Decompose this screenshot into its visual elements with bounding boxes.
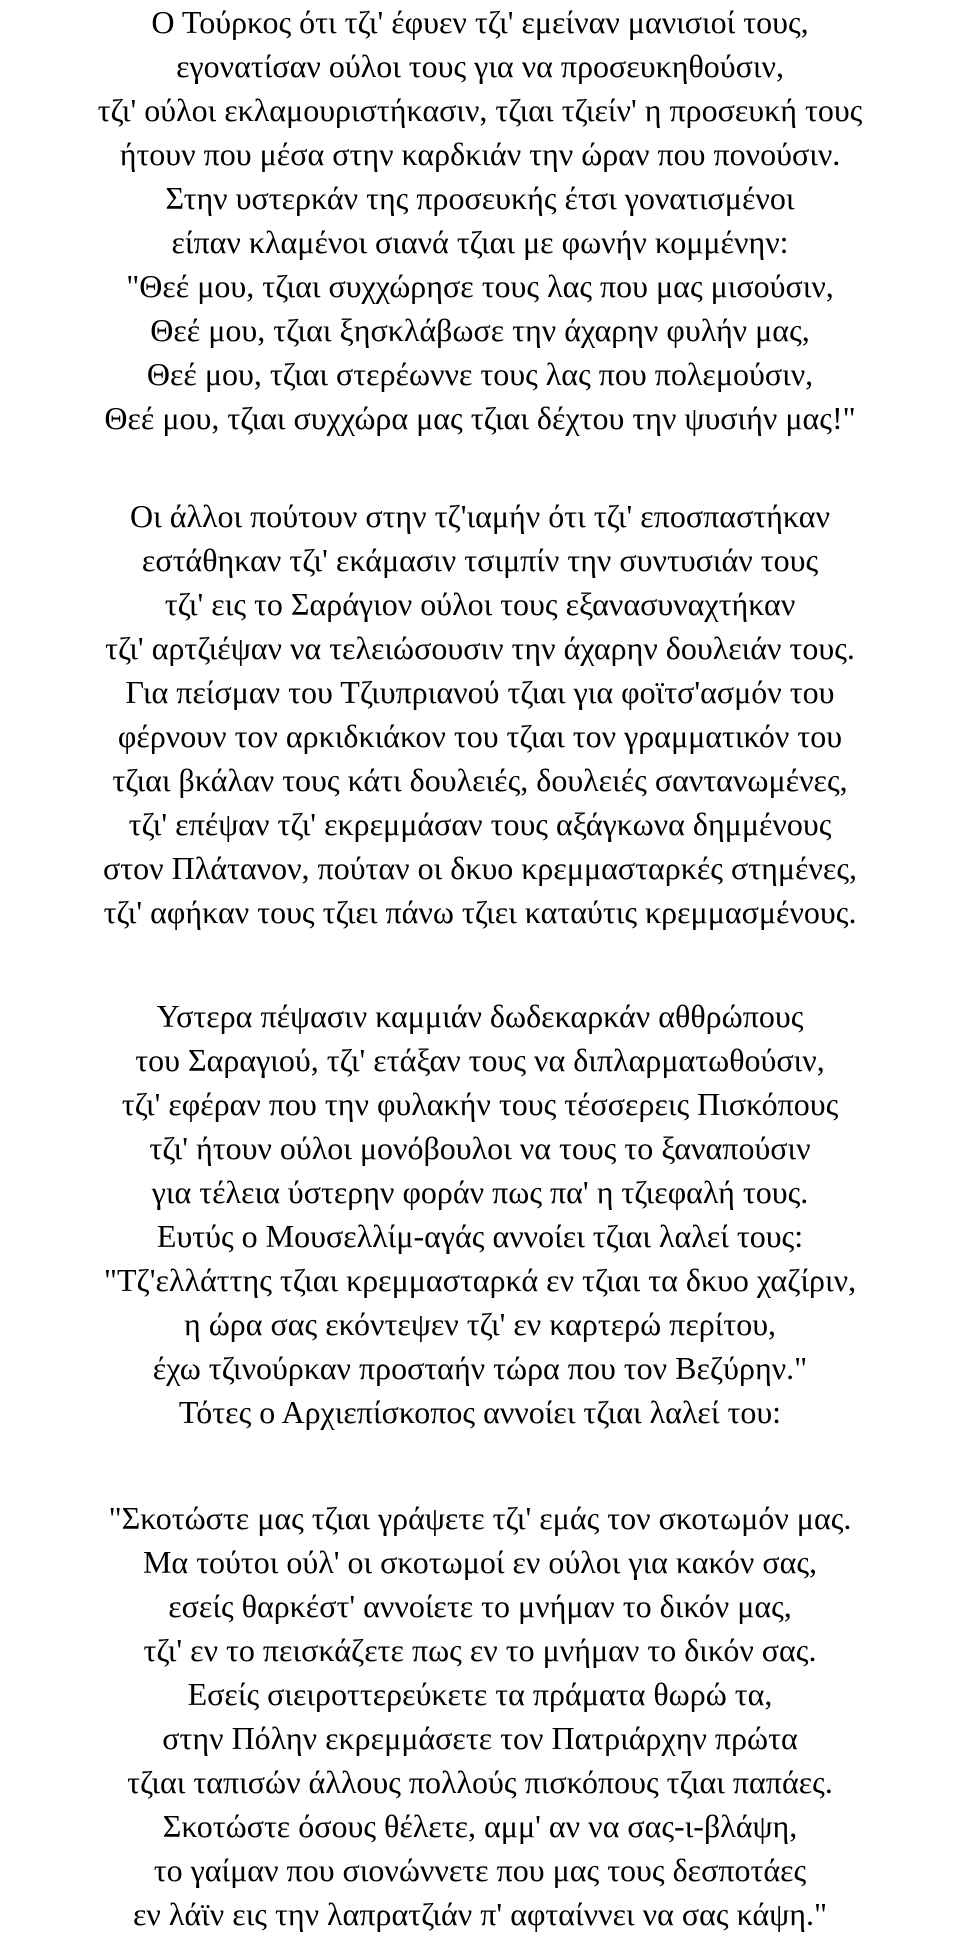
poem-line: "Θεέ μου, τζιαι συχχώρησε τους λας που μας μισούσιν, [126,268,834,304]
poem-line: εγονατίσαν ούλοι τους για να προσευκηθούσιν, [176,48,784,84]
poem-line: είπαν κλαμένοι σιανά τζιαι με φωνήν κομμένην: [171,224,789,260]
poem-line: Ευτύς ο Μουσελλίμ-αγάς αννοίει τζιαι λαλεί τους: [156,1218,804,1254]
poem-line: τζι' αρτζιέψαν να τελειώσουσιν την άχαρην δουλειάν τους. [105,630,855,666]
stanza-3 [0,994,960,1434]
poem-line: τζι' ούλοι εκλαμουριστήκασιν, τζιαι τζιείν' η προσευκή τους [97,92,863,128]
poem-line: τζιαι βκάλαν τους κάτι δουλειές, δουλειές σαντανωμένες, [112,762,848,798]
poem-line: τζι' επέψαν τζι' εκρεμμάσαν τους αξάγκωνα δημμένους [128,806,832,842]
poem-line: τζι' εις το Σαράγιον ούλοι τους εξανασυναχτήκαν [164,586,796,622]
poem-line: Σκοτώστε όσους θέλετε, αμμ' αν να σας-ι-βλάψη, [162,1808,798,1844]
poem-line: "Τζ'ελλάττης τζιαι κρεμμασταρκά εν τζιαι τα δκυο χαζίριν, [103,1262,857,1298]
poem-line: του Σαραγιού, τζι' ετάξαν τους να διπλαρματωθούσιν, [135,1042,825,1078]
poem-line: τζι' ήτουν ούλοι μονόβουλοι να τους το ξαναπούσιν [149,1130,811,1166]
poem-line: "Σκοτώστε μας τζιαι γράψετε τζι' εμάς τον σκοτωμόν μας. [108,1500,852,1536]
poem-line: ήτουν που μέσα στην καρδκιάν την ώραν που πονούσιν. [119,136,841,172]
poem-line: Οι άλλοι πούτουν στην τζ'ιαμήν ότι τζι' εποσπαστήκαν [130,498,830,534]
stanza-1 [0,0,960,440]
poem-line: για τέλεια ύστερην φοράν πως πα' η τζιεφαλή τους. [151,1174,809,1210]
stanza-4 [0,1496,960,1936]
poem-line: Υστερα πέψασιν καμμιάν δωδεκαρκάν αθθρώπους [156,998,804,1034]
poem-line: Θεέ μου, τζιαι ξησκλάβωσε την άχαρην φυλήν μας, [150,312,810,348]
poem-line: στην Πόλην εκρεμμάσετε τον Πατριάρχην πρώτα [162,1720,798,1756]
poem-line: Ο Τούρκος ότι τζι' έφυεν τζι' εμείναν μανισιοί τους, [151,4,809,40]
poem-line: το γαίμαν που σιονώννετε που μας τους δεσποτάες [153,1852,807,1888]
poem-line: εν λάϊν εις την λαπρατζιάν π' αφταίννει να σας κάψη." [132,1896,827,1932]
stanza-2 [0,494,960,934]
poem-line: Στην υστερκάν της προσευκής έτσι γονατισμένοι [165,180,795,216]
poem-line: Εσείς σιειροττερεύκετε τα πράματα θωρώ τα, [187,1676,773,1712]
poem-line: Για πείσμαν του Τζιυπριανού τζιαι για φοϊτσ'ασμόν του [125,674,835,710]
poem-line: στον Πλάτανον, πούταν οι δκυο κρεμμασταρκές στημένες, [103,850,857,886]
poem-line: Τότες ο Αρχιεπίσκοπος αννοίει τζιαι λαλεί του: [178,1394,782,1430]
poem-line: η ώρα σας εκόντεψεν τζι' εν καρτερώ περίτου, [183,1306,777,1342]
poem-line: εστάθηκαν τζι' εκάμασιν τσιμπίν την συντυσιάν τους [141,542,819,578]
poem-line: φέρνουν τον αρκιδκιάκον του τζιαι τον γραμματικόν του [117,718,843,754]
poem-line: τζιαι ταπισών άλλους πολλούς πισκόπους τζιαι παπάες. [127,1764,833,1800]
poem-line: Θεέ μου, τζιαι συχχώρα μας τζιαι δέχτου την ψυσιήν μας!" [104,400,856,436]
poem-line: τζι' αφήκαν τους τζιει πάνω τζιει καταύτις κρεμμασμένους. [103,894,857,930]
poem-line: έχω τζινούρκαν προσταήν τώρα που τον Βεζύρην." [152,1350,808,1386]
poem-line: Θεέ μου, τζιαι στερέωννε τους λας που πολεμούσιν, [146,356,814,392]
poem-line: Μα τούτοι ούλ' οι σκοτωμοί εν ούλοι για κακόν σας, [142,1544,818,1580]
poem-line: τζι' εν το πεισκάζετε πως εν το μνήμαν το δικόν σας. [143,1632,817,1668]
poem-line: τζι' εφέραν που την φυλακήν τους τέσσερεις Πισκόπους [121,1086,839,1122]
poem-line: εσείς θαρκέστ' αννοίετε το μνήμαν το δικόν μας, [168,1588,792,1624]
